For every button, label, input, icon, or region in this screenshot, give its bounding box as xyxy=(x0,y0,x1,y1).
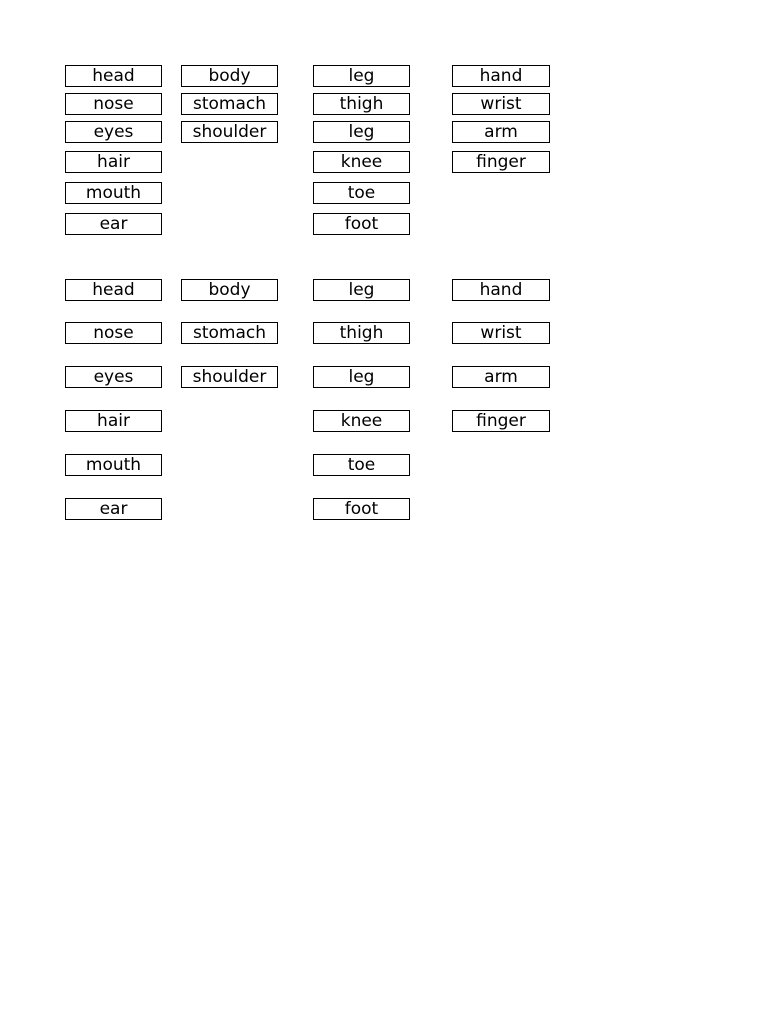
word-card: arm xyxy=(452,121,550,143)
word-card: body xyxy=(181,279,278,301)
word-card: thigh xyxy=(313,93,410,115)
word-card: finger xyxy=(452,410,550,432)
word-card: knee xyxy=(313,151,410,173)
word-card: hair xyxy=(65,410,162,432)
word-card: stomach xyxy=(181,322,278,344)
word-card: shoulder xyxy=(181,366,278,388)
word-card: nose xyxy=(65,322,162,344)
word-card: thigh xyxy=(313,322,410,344)
word-card: nose xyxy=(65,93,162,115)
word-card: eyes xyxy=(65,121,162,143)
word-card: leg xyxy=(313,121,410,143)
word-card: mouth xyxy=(65,182,162,204)
word-card: leg xyxy=(313,366,410,388)
word-card: knee xyxy=(313,410,410,432)
word-card: hand xyxy=(452,65,550,87)
word-card: toe xyxy=(313,454,410,476)
word-card: stomach xyxy=(181,93,278,115)
word-card: leg xyxy=(313,279,410,301)
word-card: foot xyxy=(313,213,410,235)
word-card: head xyxy=(65,279,162,301)
word-card: hand xyxy=(452,279,550,301)
word-card: ear xyxy=(65,213,162,235)
word-card: body xyxy=(181,65,278,87)
word-card: mouth xyxy=(65,454,162,476)
word-card: leg xyxy=(313,65,410,87)
word-card: foot xyxy=(313,498,410,520)
word-card: hair xyxy=(65,151,162,173)
word-card: wrist xyxy=(452,322,550,344)
word-card: finger xyxy=(452,151,550,173)
word-card: head xyxy=(65,65,162,87)
word-card: eyes xyxy=(65,366,162,388)
word-card: ear xyxy=(65,498,162,520)
word-card: arm xyxy=(452,366,550,388)
word-card: wrist xyxy=(452,93,550,115)
word-card: toe xyxy=(313,182,410,204)
word-card: shoulder xyxy=(181,121,278,143)
